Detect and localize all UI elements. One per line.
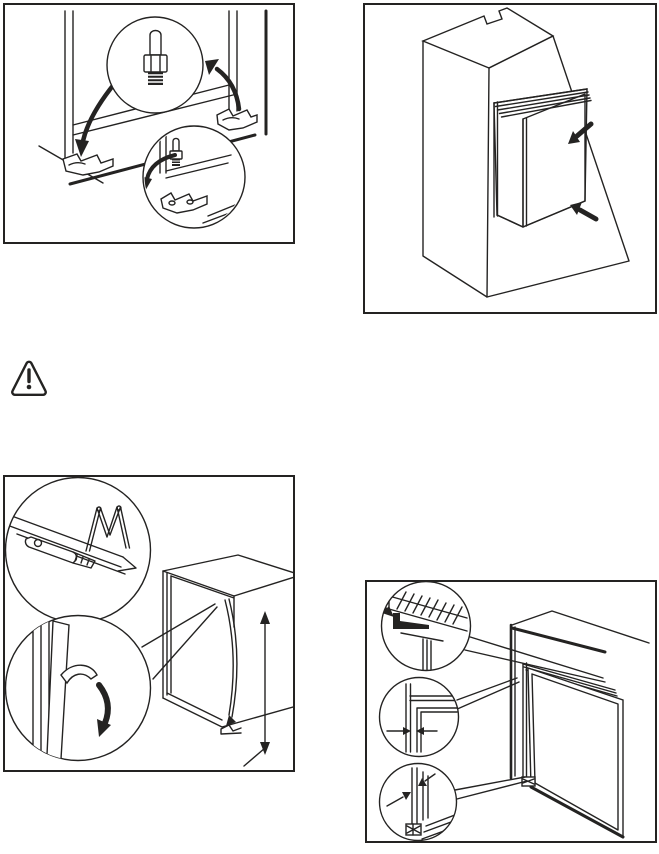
rotate-up-arrow-icon (205, 59, 239, 109)
callout-bottom-gap (380, 764, 464, 841)
callout-cut-strip (6, 478, 151, 623)
callout-peel-backing (6, 616, 151, 761)
exclamation-dot (27, 385, 32, 390)
callout-ceiling-gap (377, 582, 471, 671)
callout-side-gap (380, 678, 459, 757)
figure-leveling-feet (3, 3, 295, 244)
insert-arrow-bottom-icon (570, 202, 596, 219)
warning-triangle-drawing (9, 357, 49, 399)
built-in-drawing (367, 582, 655, 841)
callout-pointer (142, 604, 217, 679)
sealing-strip-drawing (5, 477, 293, 770)
callout-pointer-bottom (453, 777, 527, 800)
callout-adjustable-foot (107, 17, 203, 113)
housing-cabinet (163, 555, 293, 734)
leveling-feet-drawing (5, 5, 293, 242)
figure-built-in-door-open (365, 580, 657, 843)
callout-pointer-middle (455, 678, 519, 710)
bottom-bracket (406, 824, 421, 835)
height-measure-arrow-icon (244, 611, 270, 766)
figure-sealing-strip (3, 475, 295, 772)
left-bracket (63, 154, 113, 175)
figure-slide-into-niche (363, 3, 657, 314)
right-bracket (217, 109, 257, 130)
niche-drawing (365, 5, 655, 312)
warning-triangle-icon (9, 357, 49, 399)
built-in-appliance (511, 611, 649, 837)
callout-bracket-foot (140, 126, 245, 228)
